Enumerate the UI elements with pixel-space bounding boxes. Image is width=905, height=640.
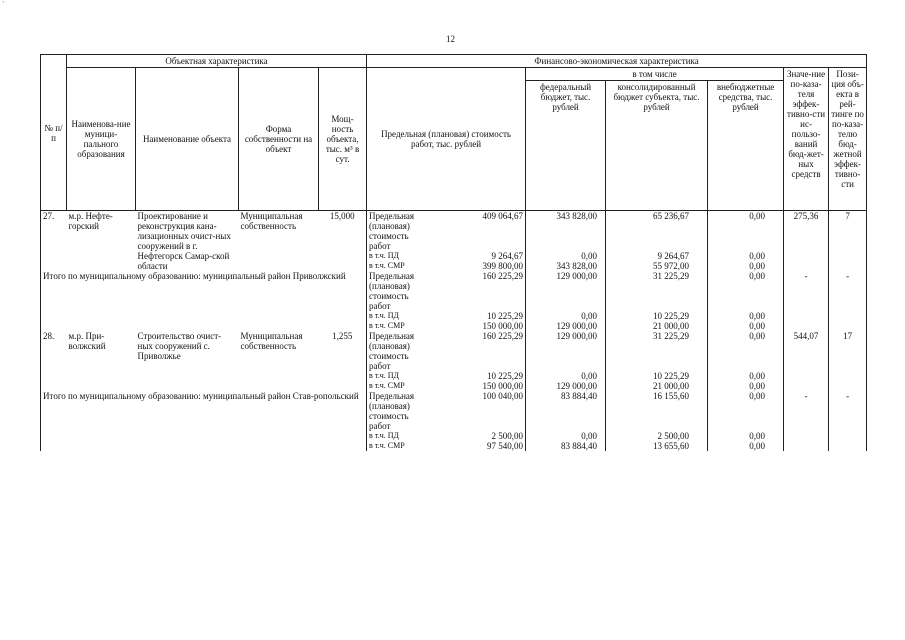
row-consolidated: 16 155,60 <box>606 391 708 431</box>
header-object-group: Объектная характеристика <box>67 55 367 68</box>
row-municipality: м.р. При-волжский <box>68 331 106 351</box>
row-consolidated: 10 225,29 <box>606 311 708 321</box>
row-rank-empty <box>829 251 867 261</box>
row-rank: 7 <box>829 211 867 252</box>
table-row <box>41 331 867 371</box>
row-consolidated: 21 000,00 <box>606 321 708 331</box>
header-consolidated: консолидированный бюджет субъекта, тыс. рублей <box>606 81 708 211</box>
row-extrabudget: 0,00 <box>708 431 784 441</box>
row-rank-empty <box>829 321 867 331</box>
row-extrabudget: 0,00 <box>708 371 784 381</box>
header-rank: Пози-ция объ-екта в рей-тинге по по-каза-телю бюд-жетной эффек-тивно-сти <box>829 68 867 211</box>
row-consolidated: 65 236,67 <box>606 211 708 252</box>
row-consolidated: 21 000,00 <box>606 381 708 391</box>
table-row <box>41 211 867 252</box>
row-line-label: в т.ч. ПД <box>369 431 399 440</box>
row-federal: 343 828,00 <box>526 261 606 271</box>
header-efficiency: Значе-ние по-каза-теля эффек-тивно-сти ис-пользо-ваний бюд-жет-ных средств <box>784 68 829 211</box>
row-cost: 9 264,67 <box>421 251 526 261</box>
row-line-label: в т.ч. СМР <box>369 261 405 270</box>
header-federal: федеральный бюджет, тыс. рублей <box>526 81 606 211</box>
row-efficiency: - <box>784 391 829 431</box>
row-cost: 2 500,00 <box>421 431 526 441</box>
row-line-label: в т.ч. СМР <box>369 381 405 390</box>
row-ownership: Муниципальная собственность <box>240 211 303 231</box>
row-extrabudget: 0,00 <box>708 441 784 451</box>
row-efficiency-empty <box>784 261 829 271</box>
row-extrabudget: 0,00 <box>708 391 784 431</box>
row-federal: 129 000,00 <box>526 271 606 311</box>
header-object: Наименование объекта <box>136 68 239 211</box>
row-consolidated: 13 655,60 <box>606 441 708 451</box>
row-number: 28. <box>41 331 67 391</box>
row-cost: 10 225,29 <box>421 311 526 321</box>
table-row <box>41 391 867 431</box>
row-capacity: 1,255 <box>319 331 367 391</box>
row-municipality: м.р. Нефте-горский <box>68 211 113 231</box>
row-efficiency: - <box>784 271 829 311</box>
row-rank: - <box>829 271 867 311</box>
row-federal: 83 884,40 <box>526 441 606 451</box>
header-including: в том числе <box>526 68 784 81</box>
row-line-label: Предельная (плановая) стоимость работ <box>369 331 415 371</box>
header-ownership: Форма собственности на объект <box>239 68 319 211</box>
row-line-label: в т.ч. ПД <box>369 371 399 380</box>
row-total-label: Итого по муниципальному образованию: муниципальный район Став-ропольский <box>41 391 367 451</box>
row-federal: 0,00 <box>526 371 606 381</box>
row-extrabudget: 0,00 <box>708 271 784 311</box>
row-cost: 409 064,67 <box>421 211 526 252</box>
table-header <box>41 55 867 211</box>
row-cost: 160 225,29 <box>421 271 526 311</box>
row-line-label: Предельная (плановая) стоимость работ <box>369 391 415 431</box>
row-cost: 399 800,00 <box>421 261 526 271</box>
row-consolidated: 31 225,29 <box>606 331 708 371</box>
row-efficiency-empty <box>784 441 829 451</box>
header-capacity: Мощ-ность объекта, тыс. м³ в сут. <box>319 68 367 211</box>
scan-artifact: ` <box>2 0 5 9</box>
row-extrabudget: 0,00 <box>708 331 784 371</box>
row-cost: 150 000,00 <box>421 321 526 331</box>
row-object: Проектирование и реконструкция кана-лизационных очист-ных сооружений в г. Нефтегорск Самар-ской области <box>137 211 231 271</box>
row-rank-empty <box>829 371 867 381</box>
row-rank-empty <box>829 261 867 271</box>
row-cost: 150 000,00 <box>421 381 526 391</box>
row-line-label: в т.ч. СМР <box>369 321 405 330</box>
row-extrabudget: 0,00 <box>708 251 784 261</box>
row-consolidated: 9 264,67 <box>606 251 708 261</box>
row-total-label: Итого по муниципальному образованию: муниципальный район Приволжский <box>41 271 367 331</box>
header-finance-group: Финансово-экономическая характеристика <box>367 55 867 68</box>
row-extrabudget: 0,00 <box>708 381 784 391</box>
row-extrabudget: 0,00 <box>708 211 784 252</box>
row-object: Строительство очист-ных сооружений с. Приволжье <box>137 331 222 361</box>
header-extrabudget: внебюджетные средства, тыс. рублей <box>708 81 784 211</box>
row-cost: 160 225,29 <box>421 331 526 371</box>
row-cost: 97 540,00 <box>421 441 526 451</box>
header-cost: Предельная (плановая) стоимость работ, тыс. рублей <box>367 68 526 211</box>
row-federal: 0,00 <box>526 431 606 441</box>
row-rank-empty <box>829 431 867 441</box>
row-federal: 129 000,00 <box>526 321 606 331</box>
row-cost: 100 040,00 <box>421 391 526 431</box>
row-consolidated: 55 972,00 <box>606 261 708 271</box>
financial-table <box>40 54 867 451</box>
row-cost: 10 225,29 <box>421 371 526 381</box>
row-federal: 129 000,00 <box>526 381 606 391</box>
row-extrabudget: 0,00 <box>708 311 784 321</box>
row-federal: 0,00 <box>526 311 606 321</box>
row-consolidated: 2 500,00 <box>606 431 708 441</box>
row-efficiency-empty <box>784 371 829 381</box>
row-efficiency-empty <box>784 311 829 321</box>
row-ownership: Муниципальная собственность <box>240 331 303 351</box>
row-rank: 17 <box>829 331 867 371</box>
row-extrabudget: 0,00 <box>708 321 784 331</box>
row-federal: 0,00 <box>526 251 606 261</box>
row-consolidated: 31 225,29 <box>606 271 708 311</box>
row-efficiency: 544,07 <box>784 331 829 371</box>
row-extrabudget: 0,00 <box>708 261 784 271</box>
table-body <box>41 211 867 452</box>
row-efficiency-empty <box>784 431 829 441</box>
header-number: № п/п <box>41 55 67 211</box>
row-rank-empty <box>829 441 867 451</box>
row-capacity: 15,000 <box>319 211 367 272</box>
row-efficiency: 275,36 <box>784 211 829 252</box>
row-federal: 129 000,00 <box>526 331 606 371</box>
row-federal: 83 884,40 <box>526 391 606 431</box>
row-consolidated: 10 225,29 <box>606 371 708 381</box>
row-efficiency-empty <box>784 381 829 391</box>
header-municipality: Наименова-ние муници-пального образования <box>67 68 136 211</box>
row-efficiency-empty <box>784 321 829 331</box>
row-efficiency-empty <box>784 251 829 261</box>
row-number: 27. <box>41 211 67 272</box>
row-rank-empty <box>829 381 867 391</box>
row-line-label: в т.ч. ПД <box>369 251 399 260</box>
row-line-label: в т.ч. СМР <box>369 441 405 450</box>
row-line-label: в т.ч. ПД <box>369 311 399 320</box>
page-number: 12 <box>446 34 455 44</box>
table-row <box>41 271 867 311</box>
row-rank-empty <box>829 311 867 321</box>
row-line-label: Предельная (плановая) стоимость работ <box>369 271 415 311</box>
row-line-label: Предельная (плановая) стоимость работ <box>369 211 415 251</box>
row-rank: - <box>829 391 867 431</box>
row-federal: 343 828,00 <box>526 211 606 252</box>
